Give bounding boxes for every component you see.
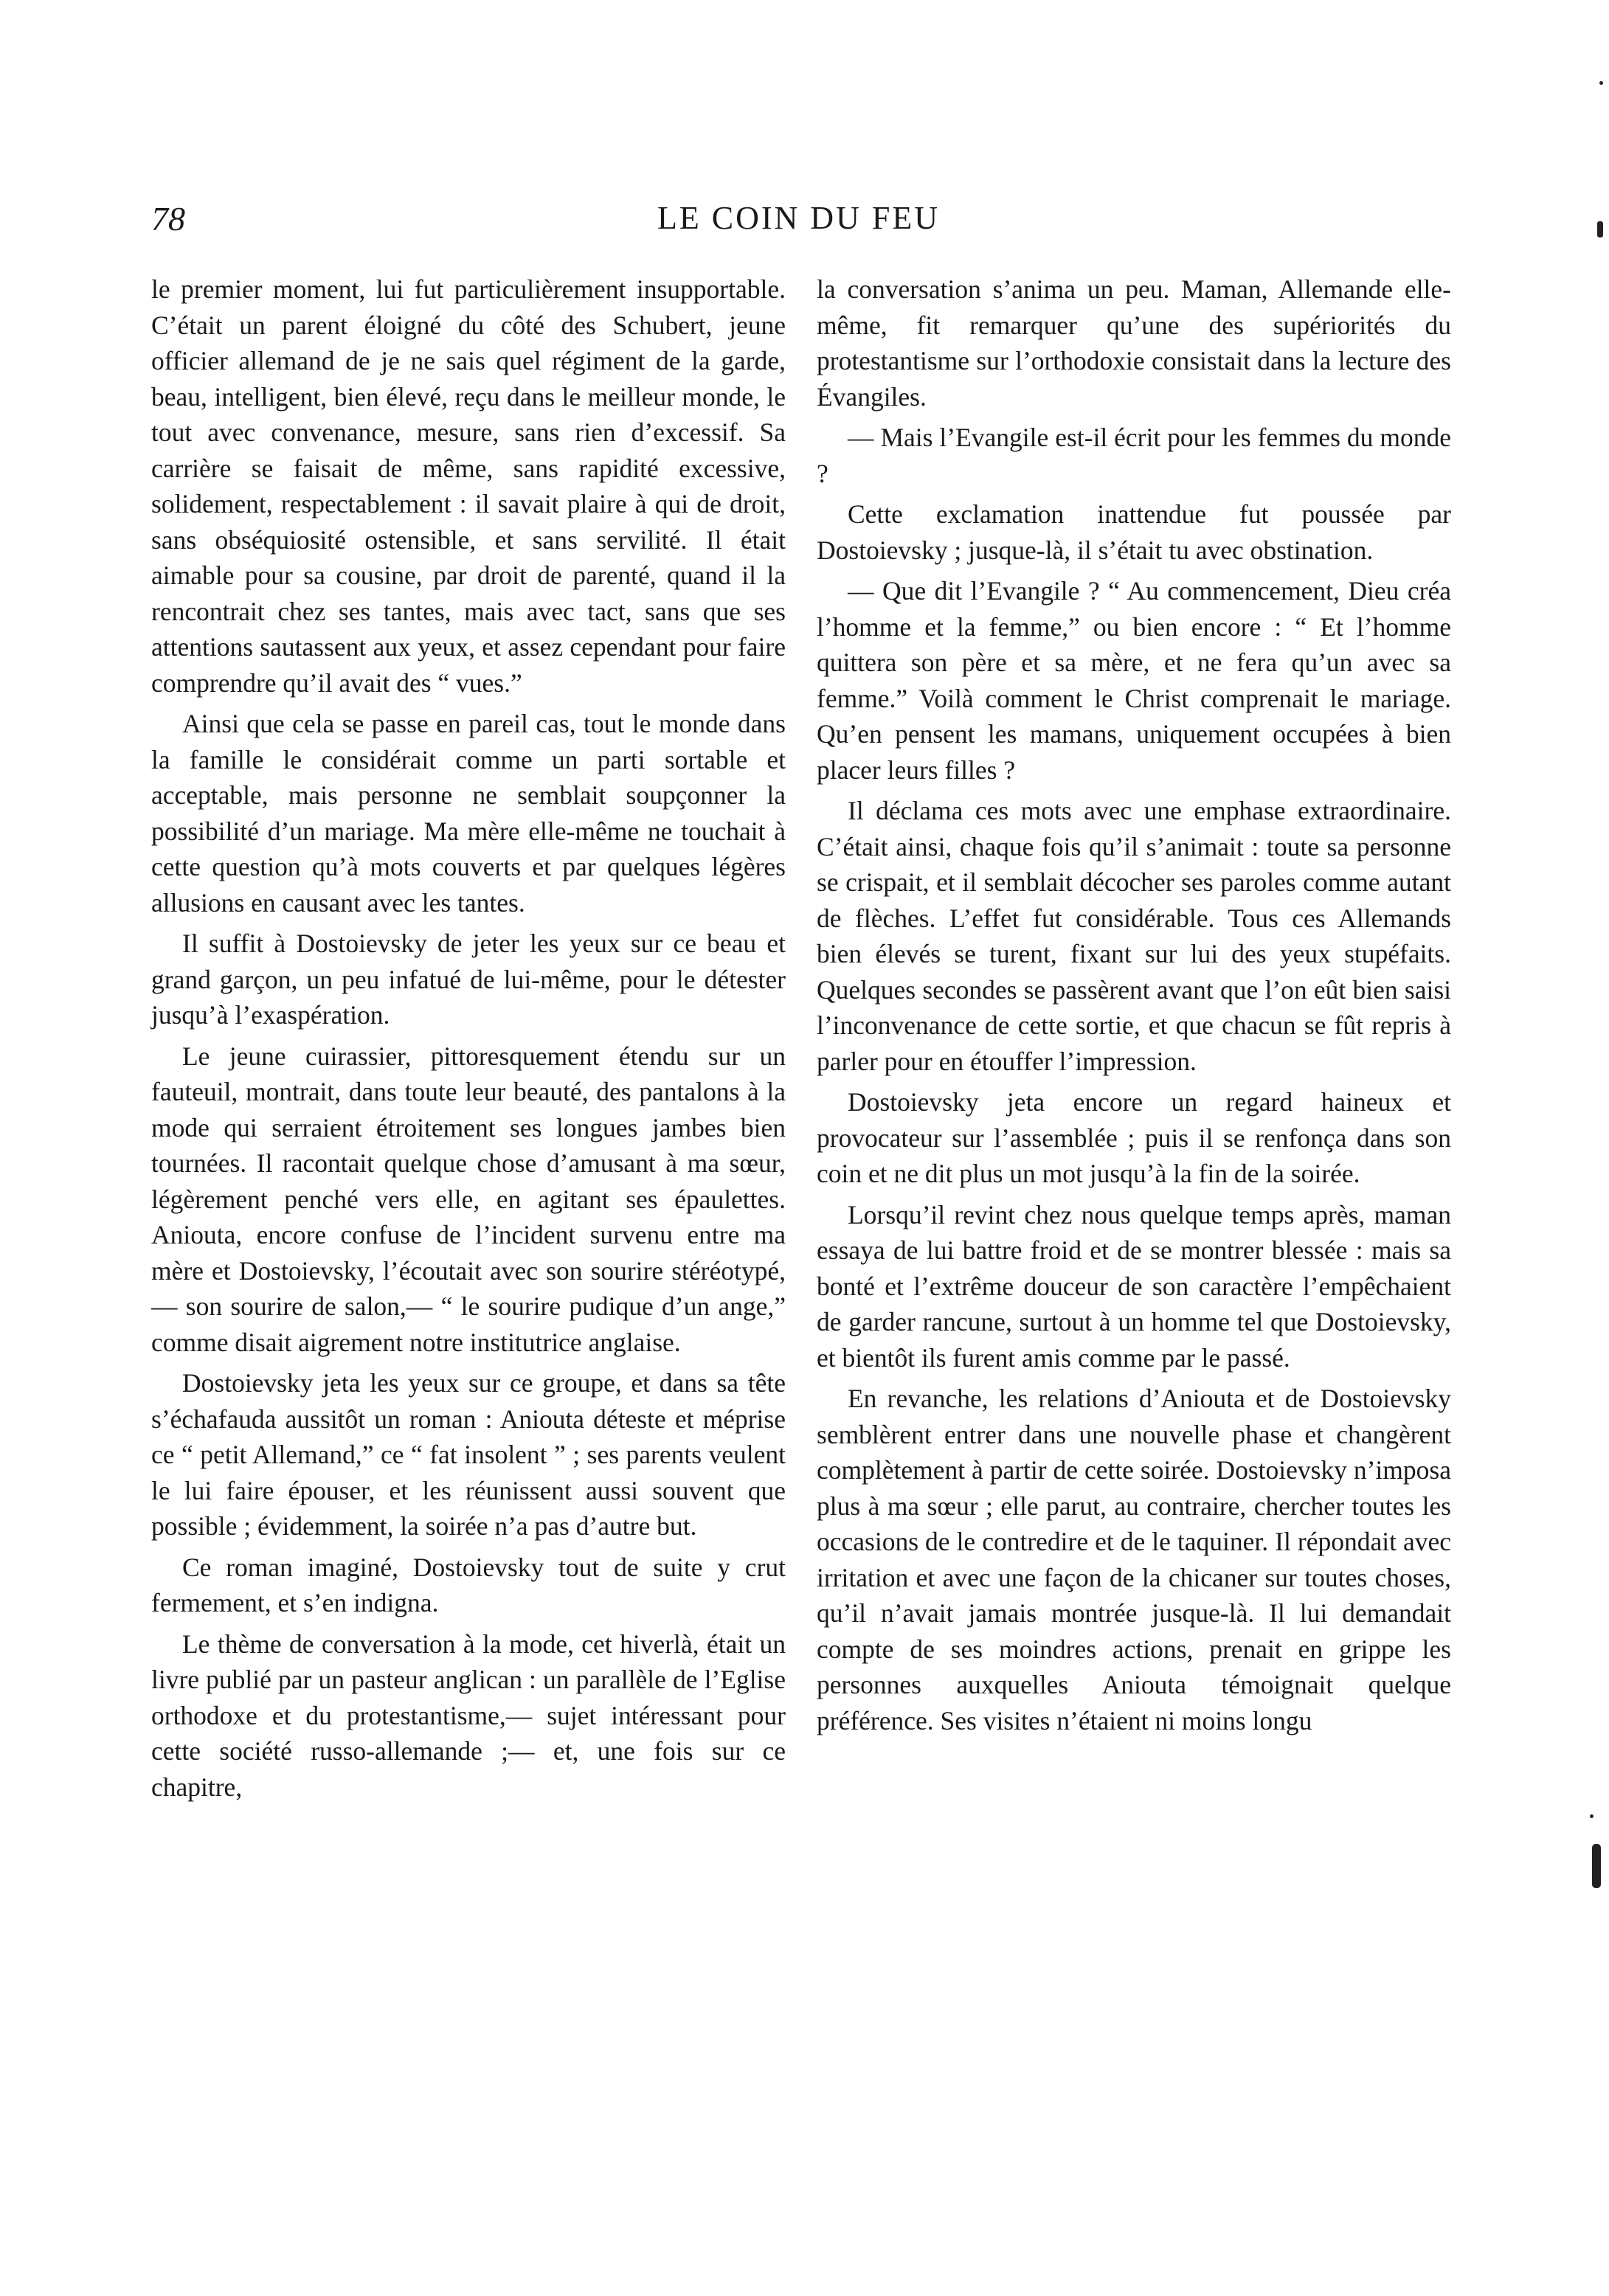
page-number: 78 <box>151 200 185 237</box>
paragraph: Ainsi que cela se passe en pareil cas, tout le monde dans la famille le considérait comme un parti sortable et acceptable, mais personne ne semblait soupçonner la possibilité d’un mariage. Ma mère elle-même ne touchait à cette question qu’à mots couverts et par quelques légères allusions en causant avec les tantes. <box>151 709 786 918</box>
print-speck <box>1599 81 1603 85</box>
page-header <box>151 199 1446 251</box>
left-column <box>151 271 786 1810</box>
paragraph: Dostoievsky jeta encore un regard haineux et provocateur sur l’assemblée ; puis il se renfonça dans son coin et ne dit plus un mot jusqu’à la fin de la soirée. <box>817 1087 1451 1188</box>
paragraph: Lorsqu’il revint chez nous quelque temps après, maman essaya de lui battre froid et de se montrer blessée : mais sa bonté et l’extrême douceur de son caractère l’empêchaient de garder rancune, surtout à un homme tel que Dostoievsky, et bientôt ils furent amis comme par le passé. <box>817 1199 1451 1373</box>
paragraph: En revanche, les relations d’Aniouta et de Dostoievsky semblèrent entrer dans une nouvelle phase et changèrent complètement à partir de cette soirée. Dostoievsky n’imposa plus à ma sœur ; elle parut, au contraire, chercher toutes les occasions de le contredire et de le taquiner. Il répondait avec irritation et avec une façon de la chicaner sur toutes choses, qu’il n’avait jamais montrée jusque-là. Il lui demandait compte de ses moindres actions, prenait en grippe les personnes auxquelles Aniouta témoignait quelque préférence. Ses visites n’étaient ni moins longu <box>817 1384 1451 1735</box>
print-speck <box>1592 1844 1601 1888</box>
paragraph: Cette exclamation inattendue fut poussée par Dostoievsky ; jusque-là, il s’était tu avec obstination. <box>817 499 1451 565</box>
print-speck <box>1590 1814 1594 1818</box>
running-title: LE COIN DU FEU <box>657 200 940 236</box>
paragraph: Il déclama ces mots avec une emphase extraordinaire. C’était ainsi, chaque fois qu’il s’animait : toute sa personne se crispait, et il semblait décocher ses paroles comme autant de flèches. L’effet fut considérable. Tous ces Allemands bien élevés se turent, fixant sur lui des yeux stupéfaits. Quelques secondes se passèrent avant que l’on eût bien saisi l’inconvenance de cette sortie, et que chacun se fût repris à parler pour en étouffer l’impression. <box>817 796 1451 1076</box>
paragraph: — Que dit l’Evangile ? “ Au commencement, Dieu créa l’homme et la femme,” ou bien encore : “ Et l’homme quittera son père et sa mère, et ne fera qu’un avec sa femme.” Voilà comment le Christ comprenait le mariage. Qu’en pensent les mamans, uniquement occupées à bien placer leurs filles ? <box>817 576 1451 785</box>
paragraph: le premier moment, lui fut particulièrement insupportable. C’était un parent éloigné du côté des Schubert, jeune officier allemand de je ne sais quel régiment de la garde, beau, intelligent, bien élevé, reçu dans le meilleur monde, le tout avec convenance, mesure, sans rien d’excessif. Sa carrière se faisait de même, sans rapidité excessive, solidement, respectablement : il savait plaire à qui de droit, sans obséquiosité ostensible, et sans servilité. Il était aimable pour sa cousine, par droit de parenté, quand il la rencontrait chez ses tantes, mais avec tact, sans que ses attentions sautassent aux yeux, et assez cependant pour faire comprendre qu’il avait des “ vues.” <box>151 274 786 698</box>
paragraph: Le jeune cuirassier, pittoresquement étendu sur un fauteuil, montrait, dans toute leur beauté, des pantalons à la mode qui serraient étroitement ses longues jambes bien tournées. Il racontait quelque chose d’amusant à ma sœur, légèrement penché vers elle, en agitant ses épaulettes. Aniouta, encore confuse de l’incident survenu entre ma mère et Dostoievsky, l’écoutait avec son sourire stéréotypé,— son sourire de salon,— “ le sourire pudique d’un ange,” comme disait aigrement notre institutrice anglaise. <box>151 1041 786 1357</box>
paragraph: Dostoievsky jeta les yeux sur ce groupe, et dans sa tête s’échafauda aussitôt un roman : Aniouta déteste et méprise ce “ petit Allemand,” ce “ fat insolent ” ; ses parents veulent le lui faire épouser, et les réunissent aussi souvent que possible ; évidemment, la soirée n’a pas d’autre but. <box>151 1368 786 1541</box>
print-speck <box>1597 221 1603 237</box>
paragraph: — Mais l’Evangile est-il écrit pour les femmes du monde ? <box>817 423 1451 488</box>
paragraph: Ce roman imaginé, Dostoievsky tout de suite y crut fermement, et s’en indigna. <box>151 1552 786 1617</box>
paragraph: la conversation s’anima un peu. Maman, Allemande elle-même, fit remarquer qu’une des supériorités du protestantisme sur l’orthodoxie consistait dans la lecture des Évangiles. <box>817 274 1451 412</box>
right-column <box>817 271 1451 1744</box>
paragraph: Il suffit à Dostoievsky de jeter les yeux sur ce beau et grand garçon, un peu infatué de lui-même, pour le détester jusqu’à l’exaspération. <box>151 929 786 1030</box>
paragraph: Le thème de conversation à la mode, cet hiverlà, était un livre publié par un pasteur anglican : un parallèle de l’Eglise orthodoxe et du protestantisme,— sujet intéressant pour cette société russo-allemande ;— et, une fois sur ce chapitre, <box>151 1629 786 1802</box>
